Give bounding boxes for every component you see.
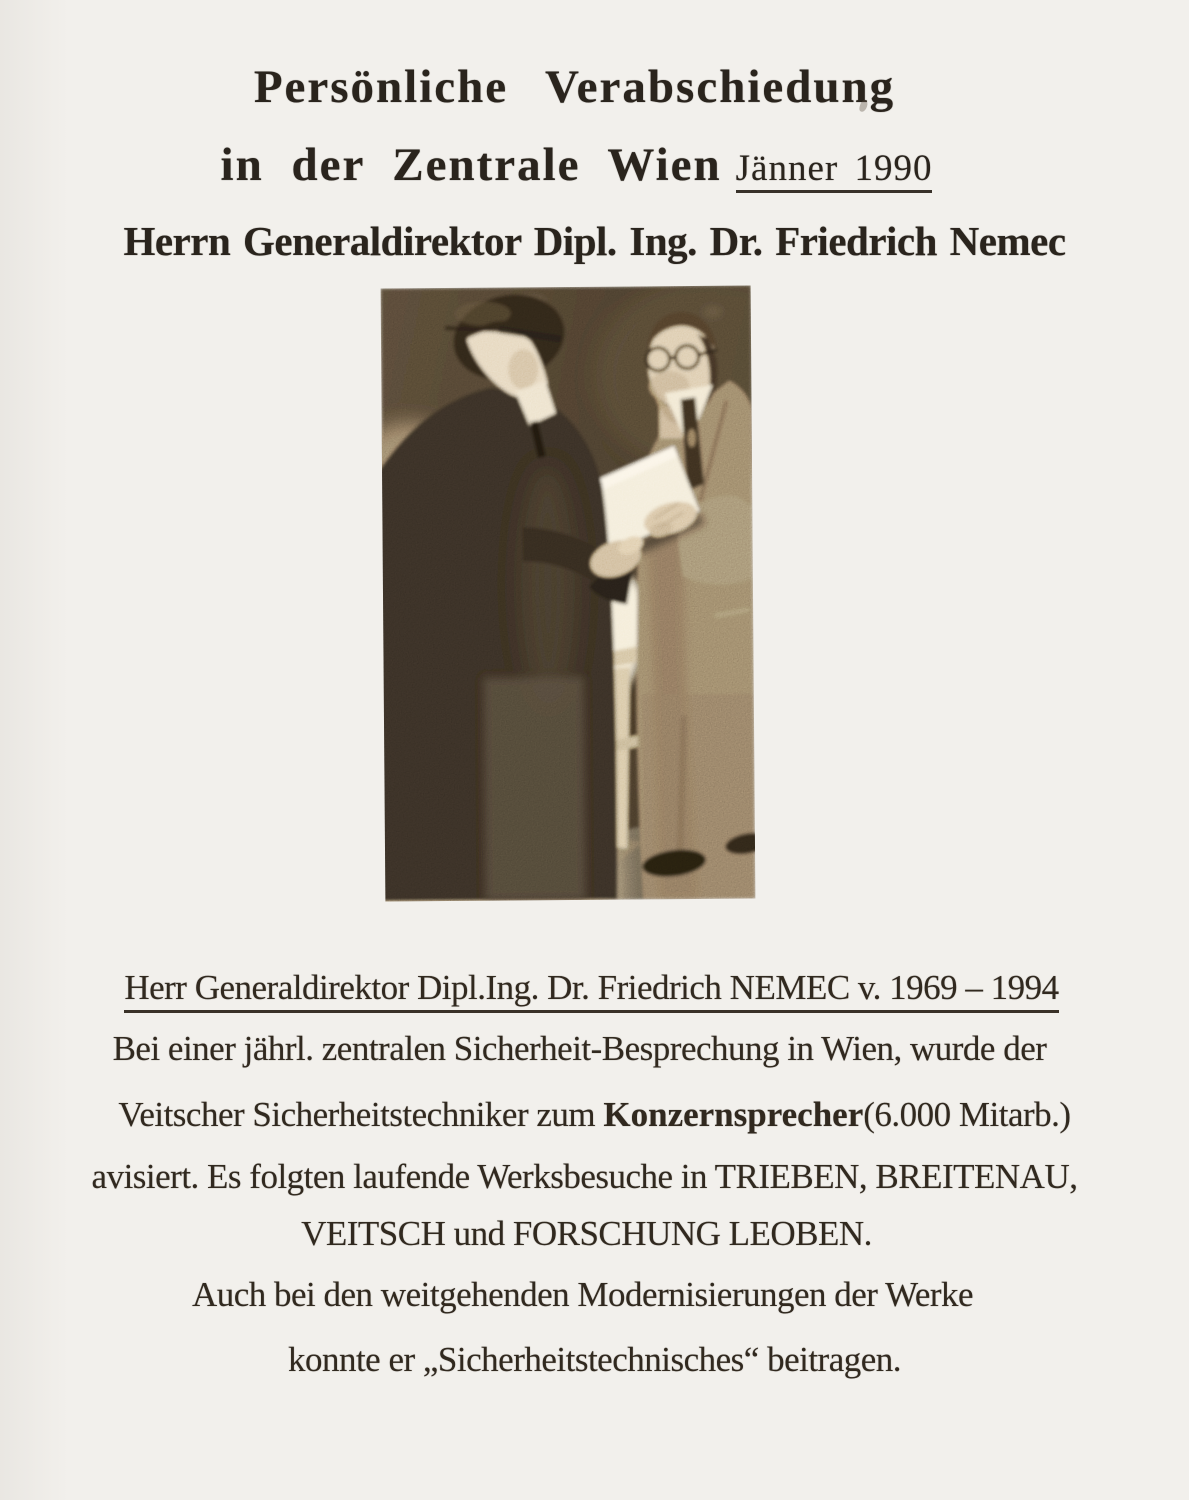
photo-figure — [381, 286, 756, 902]
caption-line-4: VEITSCH und FORSCHUNG LEOBEN. — [301, 1214, 872, 1253]
title-date: Jänner 1990 — [736, 148, 933, 193]
konzernsprecher-bold: Konzernsprecher — [603, 1095, 864, 1134]
title-line-2-text: in der Zentrale Wien — [220, 139, 722, 191]
caption-line-2-post: (6.000 Mitarb.) — [863, 1095, 1071, 1134]
photo-handshake-illustration — [381, 286, 756, 902]
caption-heading — [0, 970, 1186, 1005]
title-line-1: Persönliche Verabschiedung — [253, 61, 896, 113]
caption-line-1: Bei einer jährl. zentralen Sicherheit-Besprechung in Wien, wurde der — [112, 1029, 1047, 1068]
caption-line-3: avisiert. Es folgten laufende Werksbesuche in TRIEBEN, BREITENAU, — [91, 1157, 1078, 1196]
caption-line-2-pre: Veitscher Sicherheitstechniker zum — [118, 1095, 604, 1134]
title-line-3: Herrn Generaldirektor Dipl. Ing. Dr. Friedrich Nemec — [123, 218, 1066, 264]
title-line-2 — [0, 139, 1171, 191]
caption-line-5: Auch bei den weitgehenden Modernisierungen der Werke — [191, 1275, 974, 1314]
caption-line-6: konnte er „Sicherheitstechnisches“ beitragen. — [287, 1340, 902, 1379]
caption-heading-text: Herr Generaldirektor Dipl.Ing. Dr. Friedrich NEMEC v. 1969 – 1994 — [124, 968, 1058, 1013]
photo-film-grain — [381, 286, 756, 902]
caption-line-2 — [0, 1097, 1189, 1132]
